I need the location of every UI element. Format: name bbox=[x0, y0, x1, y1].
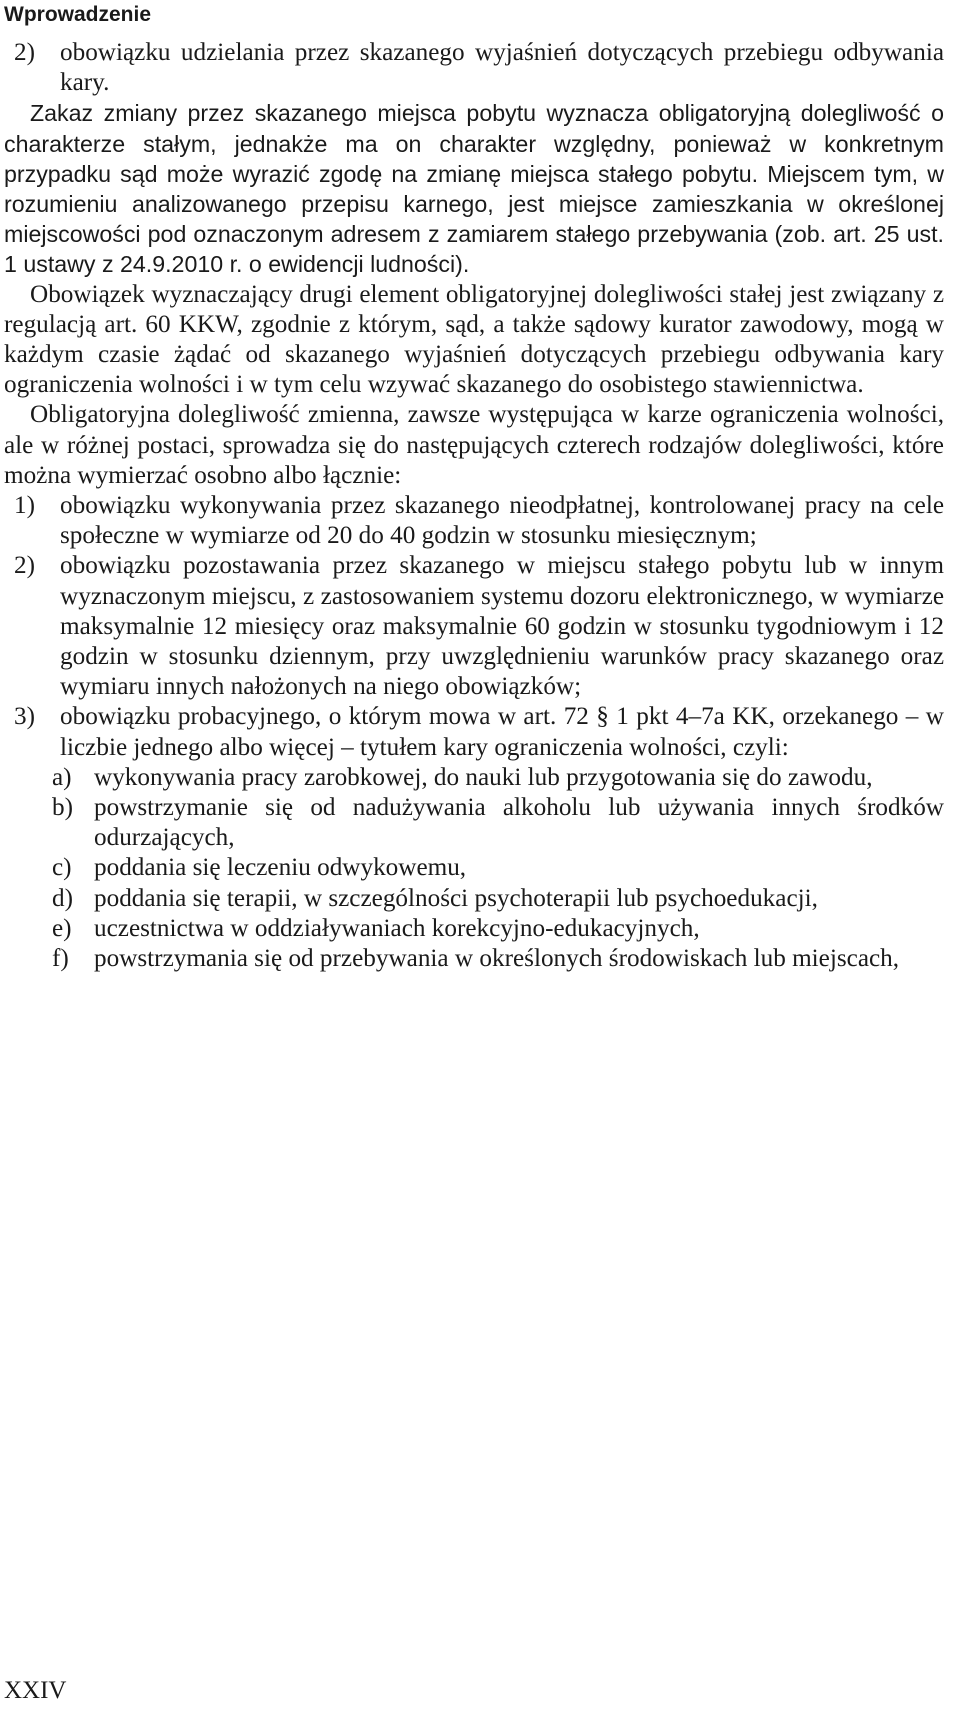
sub-list-text: powstrzymania się od przebywania w określonych środowiskach lub miejscach, bbox=[94, 945, 900, 973]
list-item bbox=[4, 702, 944, 762]
page-number: XXIV bbox=[4, 1677, 67, 1704]
sub-list-item bbox=[4, 853, 944, 883]
main-text bbox=[4, 38, 944, 974]
sub-list-text: powstrzymanie się od nadużywania alkoholu lub używania innych środków odurzających, bbox=[94, 794, 944, 852]
sub-list-letter: f) bbox=[52, 945, 69, 973]
list-text: obowiązku udzielania przez skazanego wyjaśnień dotyczących przebiegu odbywania kary. bbox=[60, 39, 944, 97]
list-text: obowiązku pozostawania przez skazanego w miejscu stałego pobytu lub w innym wyznaczonym miejscu, z zastosowaniem systemu dozoru elektronicznego, w wymiarze maksymalnie 12 miesięcy oraz maksymalnie 60 godzin w stosunku tygodniowym i 12 godzin w stosunku dziennym, przy uwzględnieniu warunków pracy skazanego oraz wymiaru innych nałożonych na niego obowiązków; bbox=[60, 552, 944, 701]
sub-list-item bbox=[4, 944, 944, 974]
paragraph: Zakaz zmiany przez skazanego miejsca pobytu wyznacza obligatoryjną dolegliwość o charakterze stałym, jednakże ma on charakter względny, ponieważ w konkretnym przypadku sąd może wyrazić zgodę na zmianę miejsca stałego pobytu. Miejscem tym, w rozumieniu analizowanego przepisu karnego, jest miejsce zamieszkania w określonej miejscowości pod oznaczonym adresem z zamiarem stałego przebywania (zob. art. 25 ust. 1 ustawy z 24.9.2010 r. o ewidencji ludności). bbox=[4, 100, 944, 278]
paragraph: Obligatoryjna dolegliwość zmienna, zawsze występująca w karze ograniczenia wolności, ale w różnej postaci, sprowadza się do następujących czterech rodzajów dolegliwości, które można wymierzać osobno albo łącznie: bbox=[4, 401, 944, 489]
list-number: 2) bbox=[14, 39, 35, 66]
list-text: obowiązku wykonywania przez skazanego nieodpłatnej, kontrolowanej pracy na cele społeczne w wymiarze od 20 do 40 godzin w stosunku miesięcznym; bbox=[60, 492, 944, 550]
sub-list-text: poddania się leczeniu odwykowemu, bbox=[94, 854, 467, 882]
sub-list-letter: a) bbox=[52, 763, 72, 791]
sub-list-text: wykonywania pracy zarobkowej, do nauki lub przygotowania się do zawodu, bbox=[94, 763, 873, 791]
sub-list-letter: b) bbox=[52, 794, 73, 822]
sub-list-letter: d) bbox=[52, 884, 73, 912]
sub-list-item bbox=[4, 914, 944, 944]
running-header: Wprowadzenie bbox=[4, 3, 152, 26]
list-text: obowiązku probacyjnego, o którym mowa w art. 72 § 1 pkt 4–7a KK, orzekanego – w liczbie jednego albo więcej – tytułem kary ograniczenia wolności, czyli: bbox=[60, 703, 944, 761]
list-number: 2) bbox=[14, 552, 35, 580]
list-item bbox=[4, 491, 944, 551]
sub-list-letter: e) bbox=[52, 914, 72, 942]
list-item bbox=[4, 551, 944, 702]
list-number: 3) bbox=[14, 703, 35, 731]
sub-list-item bbox=[4, 793, 944, 853]
sub-list-text: poddania się terapii, w szczególności psychoterapii lub psychoedukacji, bbox=[94, 884, 818, 912]
list-number: 1) bbox=[14, 492, 35, 520]
sub-list-item bbox=[4, 884, 944, 914]
sub-list-text: uczestnictwa w oddziaływaniach korekcyjno-edukacyjnych, bbox=[94, 914, 700, 942]
paragraph: Obowiązek wyznaczający drugi element obligatoryjnej dolegliwości stałej jest związany z regulacją art. 60 KKW, zgodnie z którym, sąd, a także sądowy kurator zawodowy, mogą w każdym czasie żądać od skazanego wyjaśnień dotyczących przebiegu odbywania kary ograniczenia wolności i w tym celu wzywać skazanego do osobistego stawiennictwa. bbox=[4, 280, 944, 399]
sub-list-item bbox=[4, 763, 944, 793]
list-item bbox=[4, 38, 944, 98]
sub-list-letter: c) bbox=[52, 854, 72, 882]
